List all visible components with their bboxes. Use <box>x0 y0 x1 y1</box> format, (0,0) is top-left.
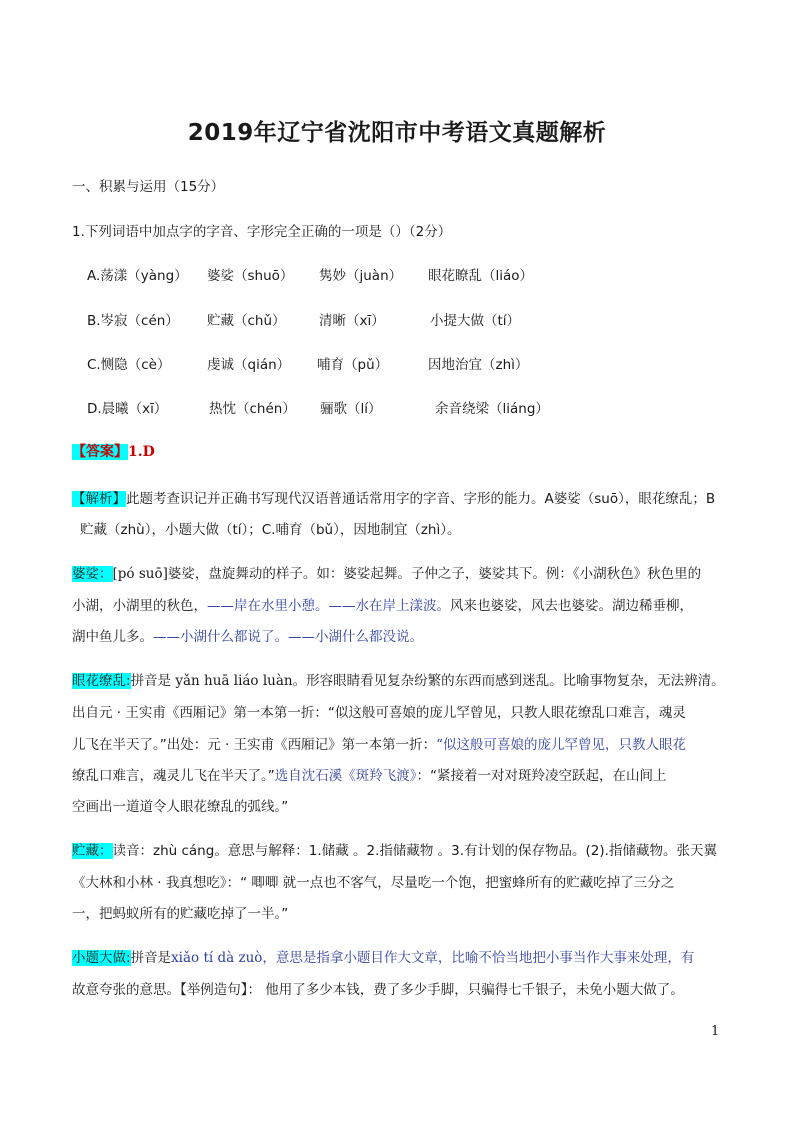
posuo-line-3: 湖中鱼儿多。——小湖什么都说了。——小湖什么都没说。 <box>72 629 423 645</box>
yanhua-line-3: 儿飞在半天了。”出处：元 · 王实甫《西厢记》第一本第一折：“似这般可喜娘的庞儿罕曾见，只教人眼花 <box>72 737 687 753</box>
option-c-word-3: 哺育（pǔ） <box>317 357 389 373</box>
answer-line <box>72 442 155 462</box>
section-heading: 一、积累与运用（15分） <box>72 179 225 195</box>
option-d-word-2: 热忱（chén） <box>209 401 296 417</box>
option-b-word-3: 清晰（xī） <box>319 313 385 329</box>
analysis-line-2: 贮藏（zhù），小题大做（tí）；C.哺育（bǔ），因地制宜（zhì）。 <box>80 522 461 538</box>
option-d-word-4: 余音绕梁（liáng） <box>435 401 549 417</box>
option-d-word-3: 骊歌（lí） <box>320 401 382 417</box>
option-a-word-4: 眼花瞭乱（liáo） <box>428 268 534 284</box>
analysis-line-1: 【解析】此题考查识记并正确书写现代汉语普通话常用字的字音、字形的能力。A婆娑（suō），眼花缭乱；B <box>72 491 716 507</box>
posuo-line-1: 婆娑：[pó suō]婆娑，盘旋舞动的样子。如：婆娑起舞。子仲之子，婆娑其下。例：《小湖秋色》秋色里的 <box>72 566 702 582</box>
zhucang-line-3: 一，把蚂蚁所有的贮藏吃掉了一半。” <box>72 906 289 922</box>
option-d-word-1: D.晨曦（xī） <box>87 401 168 417</box>
yanhua-line-4: 缭乱口难言，魂灵儿飞在半天了。”选自沈石溪《斑羚飞渡》：“紧接着一对对斑羚凌空跃起，在山间上 <box>72 768 667 784</box>
zhucang-line-1: 贮藏：读音：zhù cáng。意思与解释：1.储藏 。2.指储藏物 。3.有计划的保存物品。(2).指储藏物。张天翼 <box>72 843 717 859</box>
answer-value: 1.D <box>128 444 155 460</box>
option-b-word-4: 小提大做（tí） <box>430 313 521 329</box>
page-number: 1 <box>711 1024 720 1039</box>
yanhua-line-2: 出自元 · 王实甫《西厢记》第一本第一折：“似这般可喜娘的庞儿罕曾见，只教人眼花缭乱口难言，魂灵 <box>72 705 686 721</box>
xiaoti-tag: 小题大做: <box>72 950 131 966</box>
posuo-line-2: 小湖，小湖里的秋色，——岸在水里小憩。——水在岸上漾波。风来也婆娑，风去也婆娑。湖边稀垂柳， <box>72 598 693 614</box>
answer-tag: 【答案】 <box>72 444 128 460</box>
option-c-word-2: 虔诚（qián） <box>207 357 291 373</box>
xiaoti-line-2: 故意夸张的意思。【举例造句】： 他用了多少本钱，费了多少手脚，只骗得七千银子，未免小题大做了。 <box>72 982 684 998</box>
yanhua-line-1: 眼花缭乱:拼音是 yǎn huā liáo luàn。形容眼睛看见复杂纷繁的东西而感到迷乱。比喻事物复杂，无法辨清。 <box>72 673 725 689</box>
analysis-tag: 【解析】 <box>72 491 126 507</box>
yanhua-line-5: 空画出一道道令人眼花缭乱的弧线。” <box>72 799 289 815</box>
page-title: 2019年辽宁省沈阳市中考语文真题解析 <box>187 120 607 146</box>
zhucang-tag: 贮藏： <box>72 843 113 859</box>
yanhua-tag: 眼花缭乱: <box>72 673 131 689</box>
question-1: 1.下列词语中加点字的字音、字形完全正确的一项是（）（2分） <box>72 224 452 240</box>
option-a-word-1: A.荡漾（yàng） <box>87 268 188 284</box>
option-a-word-3: 隽妙（juàn） <box>319 268 403 284</box>
option-a-word-2: 婆娑（shuō） <box>207 268 294 284</box>
option-c-word-1: C.恻隐（cè） <box>87 357 171 373</box>
xiaoti-line-1: 小题大做:拼音是xiǎo tí dà zuò，意思是指拿小题目作大文章，比喻不恰当地把小事当作大事来处理，有 <box>72 950 695 966</box>
option-b-word-1: B.岑寂（cén） <box>87 313 179 329</box>
option-c-word-4: 因地治宜（zhì） <box>428 357 529 373</box>
posuo-tag: 婆娑： <box>72 566 113 582</box>
option-b-word-2: 贮藏（chǔ） <box>207 313 286 329</box>
zhucang-line-2: 《大林和小林 · 我真想吃》：“ 唧唧 就一点也不客气，尽量吃一个饱，把蜜蜂所有的贮藏吃掉了三分之 <box>72 875 675 891</box>
